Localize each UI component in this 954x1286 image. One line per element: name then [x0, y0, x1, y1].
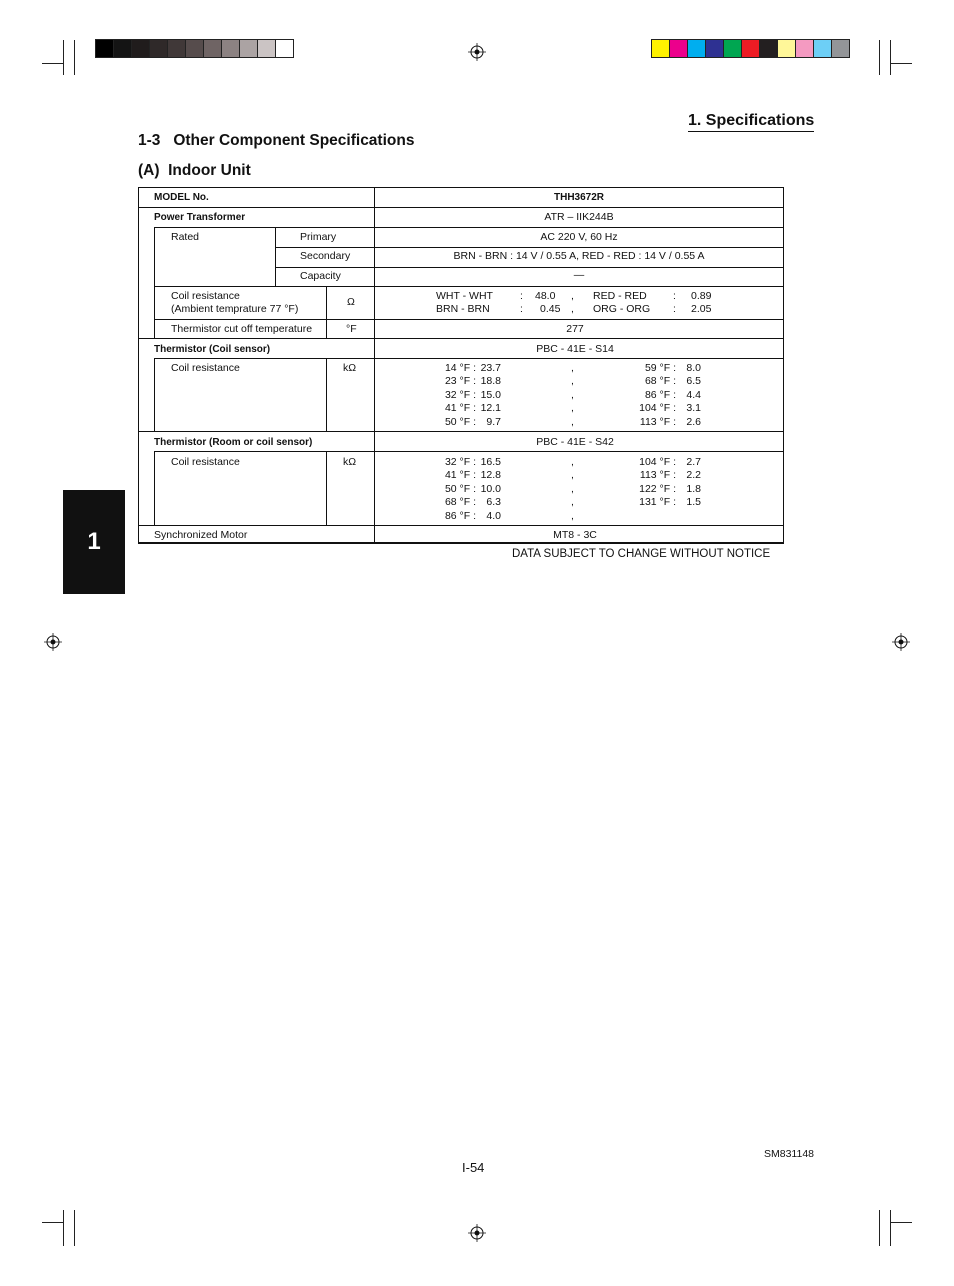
- document-code: SM831148: [764, 1148, 815, 1160]
- resistance-value: 2.2: [686, 469, 701, 482]
- subsection-title: (A) Indoor Unit: [138, 162, 251, 179]
- registration-target-icon: [892, 633, 910, 651]
- chapter-title: 1. Specifications: [688, 112, 814, 132]
- separator-comma: ,: [571, 509, 574, 522]
- registration-target-icon: [468, 43, 486, 61]
- resistance-value: 2.6: [686, 415, 701, 428]
- calibration-swatch: [204, 40, 222, 57]
- temperature-label: 59 °F :: [644, 362, 676, 374]
- temperature-label: 32 °F :: [444, 388, 476, 401]
- separator-comma: ,: [571, 415, 574, 428]
- resistance-value: 23.7: [480, 362, 501, 374]
- coil-resistance-label: Coil resistance: [171, 290, 240, 302]
- calibration-swatch: [760, 40, 778, 57]
- separator-comma: ,: [571, 482, 574, 495]
- calibration-swatch: [114, 40, 132, 57]
- coil-ambient-label: (Ambient temprature 77 °F): [171, 303, 299, 315]
- coil-sep: :: [673, 303, 676, 315]
- resistance-value: 2.7: [686, 456, 701, 468]
- page-number: I-54: [462, 1160, 485, 1175]
- separator-comma: ,: [571, 496, 574, 509]
- calibration-swatch: [814, 40, 832, 57]
- registration-target-icon: [468, 1224, 486, 1242]
- coil-sep: :: [520, 290, 523, 302]
- calibration-swatch: [688, 40, 706, 57]
- resistance-value: 10.0: [480, 482, 501, 495]
- coil-wire-a: BRN - BRN: [436, 303, 490, 315]
- resistance-value: 15.0: [480, 388, 501, 401]
- resistance-value: 4.4: [686, 388, 701, 401]
- capacity-value: —: [573, 269, 585, 281]
- calibration-swatch: [706, 40, 724, 57]
- temperature-label: 23 °F :: [444, 375, 476, 388]
- resistance-value: 9.7: [486, 415, 501, 428]
- secondary-label: Secondary: [300, 250, 351, 262]
- temperature-label: 68 °F :: [444, 496, 476, 509]
- secondary-value: BRN - BRN : 14 V / 0.55 A, RED - RED : 14 V / 0.55 A: [453, 250, 705, 262]
- calibration-swatch: [778, 40, 796, 57]
- cutoff-value: 277: [566, 323, 584, 335]
- temperature-label: 104 °F :: [639, 402, 676, 415]
- thermistor-coil-label: Thermistor (Coil sensor): [154, 344, 271, 355]
- separator-comma: ,: [571, 362, 574, 374]
- calibration-swatch: [276, 40, 293, 57]
- temperature-label: 14 °F :: [444, 362, 476, 374]
- separator-comma: ,: [571, 375, 574, 388]
- coil-unit: Ω: [347, 296, 355, 308]
- thermistor-coil-resist-label: Coil resistance: [171, 362, 240, 374]
- temperature-label: 122 °F :: [639, 482, 676, 495]
- thermistor-coil-unit: kΩ: [343, 362, 357, 374]
- temperature-label: 113 °F :: [639, 469, 676, 482]
- resistance-value: 6.3: [486, 496, 501, 509]
- resistance-value: 4.0: [486, 509, 501, 522]
- temperature-label: 32 °F :: [444, 456, 476, 468]
- coil-sep: :: [673, 290, 676, 302]
- gray-calibration-bar: [95, 39, 294, 58]
- calibration-swatch: [240, 40, 258, 57]
- coil-sep: :: [520, 303, 523, 315]
- calibration-swatch: [832, 40, 849, 57]
- temperature-label: 68 °F :: [644, 375, 676, 388]
- resistance-value: 1.8: [686, 482, 701, 495]
- model-value: THH3672R: [553, 192, 605, 203]
- calibration-swatch: [724, 40, 742, 57]
- thermistor-room-value: PBC - 41E - S42: [536, 436, 614, 448]
- temperature-label: 86 °F :: [644, 388, 676, 401]
- chapter-tab: [63, 490, 125, 594]
- model-label: MODEL No.: [154, 192, 209, 203]
- coil-comma: ,: [571, 303, 574, 315]
- cutoff-label: Thermistor cut off temperature: [171, 323, 313, 335]
- coil-value-a: 48.0: [535, 290, 556, 302]
- disclaimer-note: DATA SUBJECT TO CHANGE WITHOUT NOTICE: [512, 548, 771, 560]
- thermistor-room-unit: kΩ: [343, 456, 357, 468]
- thermistor-coil-value: PBC - 41E - S14: [536, 343, 614, 355]
- resistance-value: 3.1: [686, 402, 701, 415]
- temperature-label: 41 °F :: [444, 469, 476, 482]
- coil-comma: ,: [571, 290, 574, 302]
- resistance-value: 8.0: [686, 362, 701, 374]
- calibration-swatch: [168, 40, 186, 57]
- temperature-label: 50 °F :: [444, 482, 476, 495]
- resistance-value: 12.1: [480, 402, 501, 415]
- registration-target-icon: [44, 633, 62, 651]
- coil-value-b: 2.05: [691, 303, 712, 315]
- primary-value: AC 220 V, 60 Hz: [540, 231, 618, 243]
- calibration-swatch: [258, 40, 276, 57]
- separator-comma: ,: [571, 469, 574, 482]
- spec-table: [138, 187, 784, 544]
- power-transformer-value: ATR – IIK244B: [544, 211, 614, 223]
- cutoff-unit: °F: [346, 323, 357, 335]
- resistance-value: 12.8: [480, 469, 501, 482]
- calibration-swatch: [132, 40, 150, 57]
- thermistor-room-label: Thermistor (Room or coil sensor): [154, 437, 313, 448]
- separator-comma: ,: [571, 456, 574, 468]
- thermistor-room-resist-label: Coil resistance: [171, 456, 240, 468]
- color-calibration-bar: [651, 39, 850, 58]
- coil-wire-b: RED - RED: [593, 290, 647, 302]
- temperature-label: 104 °F :: [639, 456, 676, 468]
- calibration-swatch: [222, 40, 240, 57]
- resistance-value: 16.5: [480, 456, 501, 468]
- calibration-swatch: [186, 40, 204, 57]
- coil-value-a: 0.45: [540, 303, 561, 315]
- rated-label: Rated: [171, 231, 200, 243]
- temperature-label: 131 °F :: [639, 496, 676, 509]
- calibration-swatch: [150, 40, 168, 57]
- coil-wire-a: WHT - WHT: [436, 290, 493, 302]
- calibration-swatch: [670, 40, 688, 57]
- resistance-value: 1.5: [686, 496, 701, 509]
- calibration-swatch: [96, 40, 114, 57]
- calibration-swatch: [796, 40, 814, 57]
- temperature-label: 113 °F :: [639, 415, 676, 428]
- resistance-value: 18.8: [480, 375, 501, 388]
- separator-comma: ,: [571, 388, 574, 401]
- coil-value-b: 0.89: [691, 290, 712, 302]
- resistance-value: 6.5: [686, 375, 701, 388]
- temperature-label: 86 °F :: [444, 509, 476, 522]
- separator-comma: ,: [571, 402, 574, 415]
- section-title: 1-3 Other Component Specifications: [138, 132, 415, 149]
- calibration-swatch: [742, 40, 760, 57]
- motor-value: MT8 - 3C: [553, 529, 597, 541]
- capacity-label: Capacity: [300, 270, 341, 282]
- power-transformer-label: Power Transformer: [154, 212, 246, 223]
- primary-label: Primary: [300, 231, 337, 243]
- chapter-tab-label: 1: [87, 528, 101, 555]
- motor-label: Synchronized Motor: [154, 529, 248, 541]
- temperature-label: 41 °F :: [444, 402, 476, 415]
- coil-wire-b: ORG - ORG: [593, 303, 651, 315]
- temperature-label: 50 °F :: [444, 415, 476, 428]
- calibration-swatch: [652, 40, 670, 57]
